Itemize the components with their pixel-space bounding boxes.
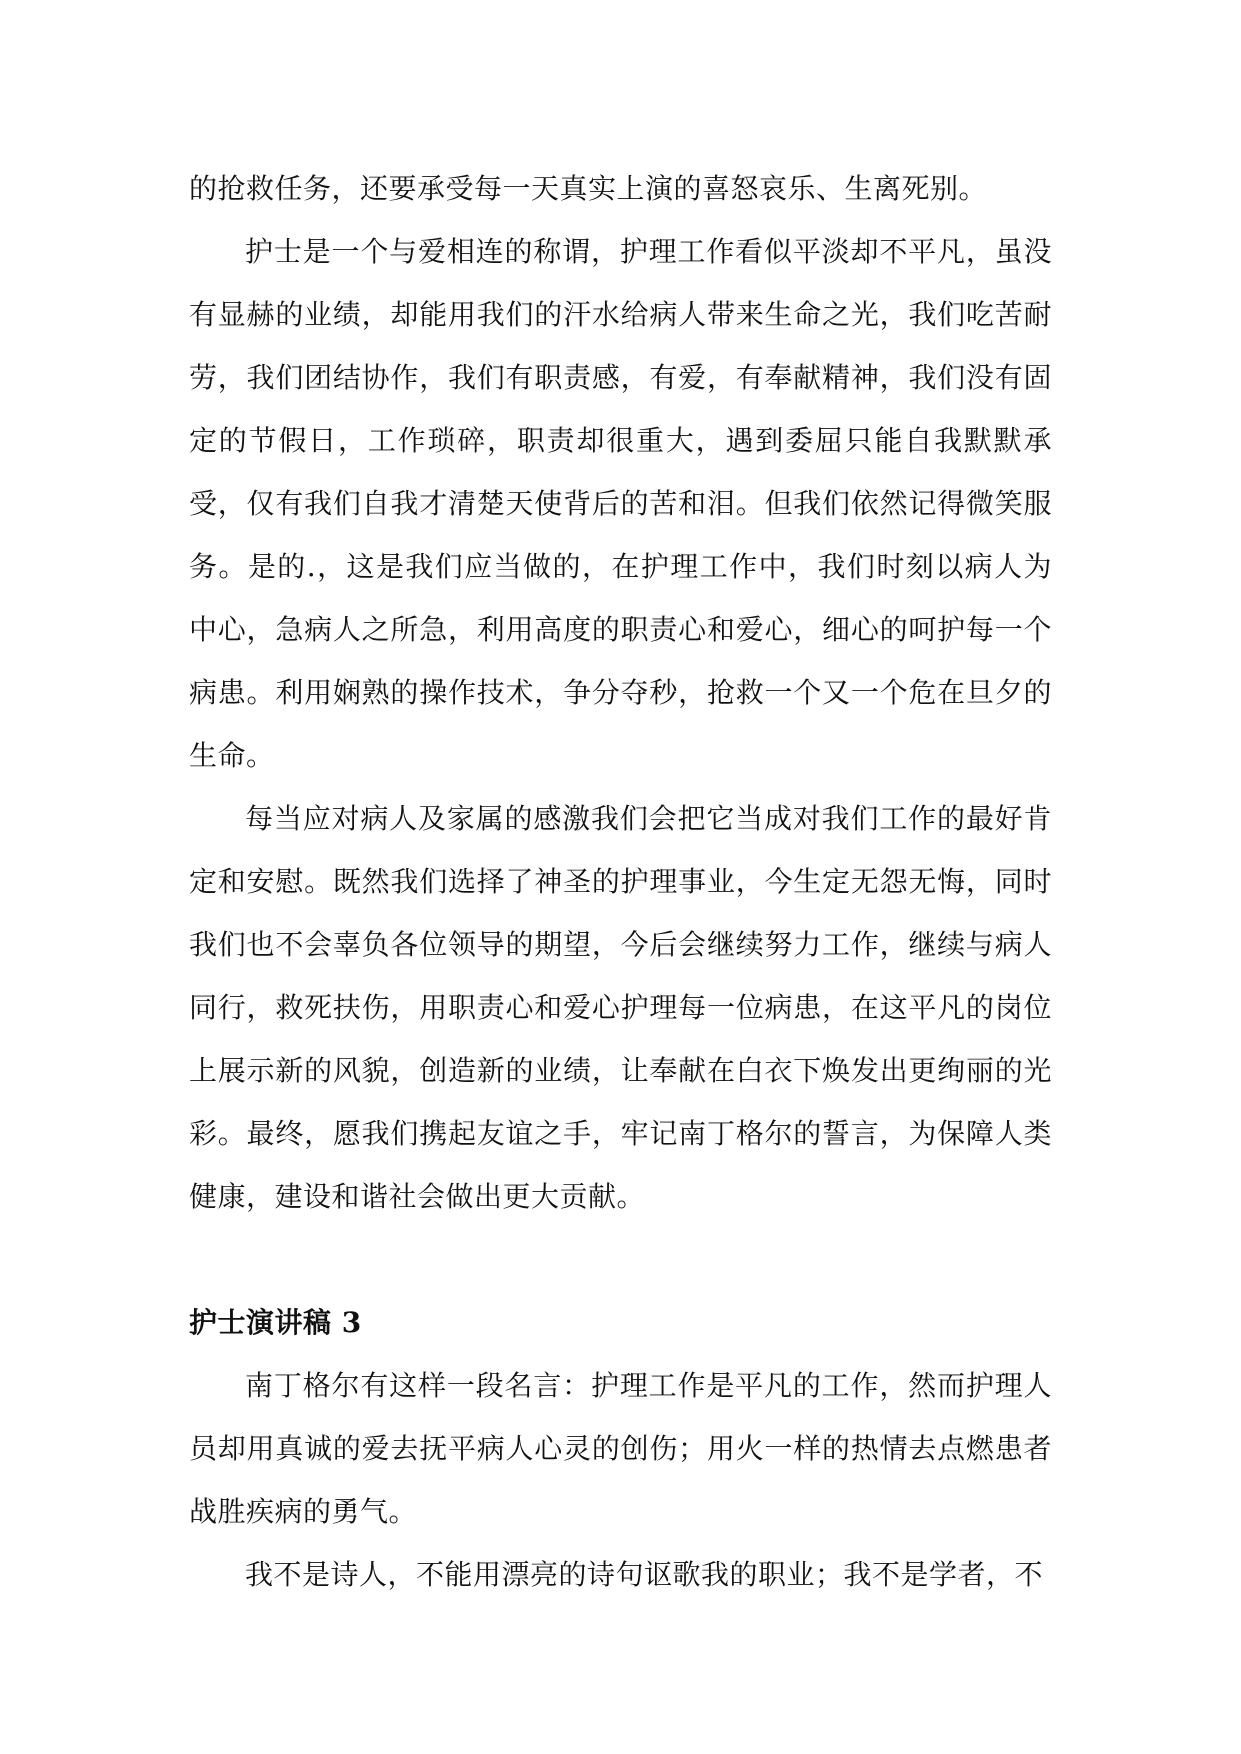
section-heading: 护士演讲稿 3 [189, 1306, 362, 1339]
paragraph-gratitude: 每当应对病人及家属的感激我们会把它当成对我们工作的最好肯定和安慰。既然我们选择了神圣的护理事业，今生定无怨无悔，同时我们也不会辜负各位领导的期望，今后会继续努力工作，继续与病人同行，救死扶伤，用职责心和爱心护理每一位病患，在这平凡的岗位上展示新的风貌，创造新的业绩，让奉献在白衣下焕发出更绚丽的光彩。最终，愿我们携起友谊之手，牢记南丁格尔的誓言，为保障人类健康，建设和谐社会做出更大贡献。 [189, 802, 1052, 1213]
paragraph-nightingale-quote: 南丁格尔有这样一段名言：护理工作是平凡的工作，然而护理人员却用真诚的爱去抚平病人心灵的创伤；用火一样的热情去点燃患者战胜疾病的勇气。 [189, 1369, 1052, 1528]
paragraph-not-a-poet: 我不是诗人，不能用漂亮的诗句讴歌我的职业；我不是学者，不 [245, 1558, 1044, 1591]
paragraph-nurse-calling: 护士是一个与爱相连的称谓，护理工作看似平淡却不平凡，虽没有显赫的业绩，却能用我们的汗水给病人带来生命之光，我们吃苦耐劳，我们团结协作，我们有职责感，有爱，有奉献精神，我们没有固定的节假日，工作琐碎，职责却很重大，遇到委屈只能自我默默承受，仅有我们自我才清楚天使背后的苦和泪。但我们依然记得微笑服务。是的.，这是我们应当做的，在护理工作中，我们时刻以病人为中心，急病人之所急，利用高度的职责心和爱心，细心的呵护每一个病患。利用娴熟的操作技术，争分夺秒，抢救一个又一个危在旦夕的生命。 [189, 235, 1052, 772]
document-body [189, 157, 1052, 1606]
paragraph-continuation: 的抢救任务，还要承受每一天真实上演的喜怒哀乐、生离死别。 [189, 172, 988, 205]
section-spacer [189, 1228, 1052, 1291]
